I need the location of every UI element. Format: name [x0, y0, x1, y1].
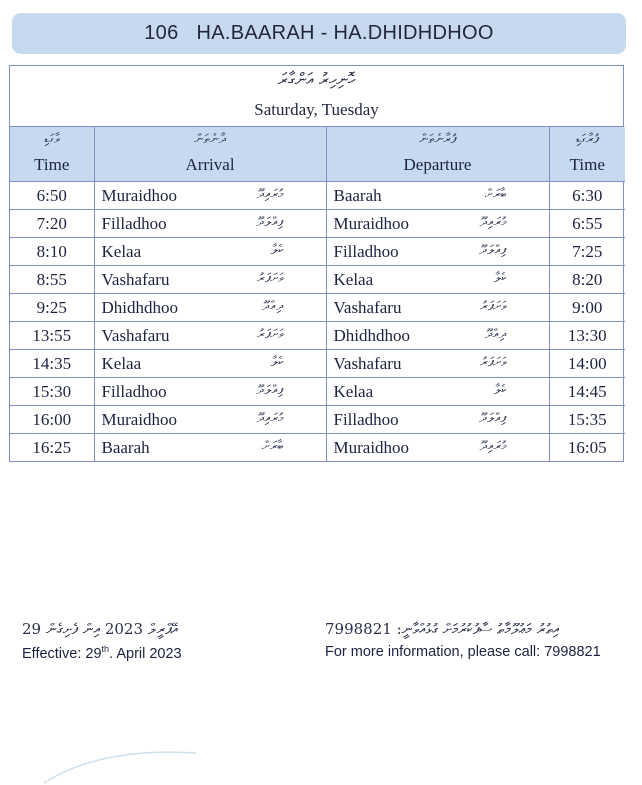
departure-name: Kelaa — [333, 382, 374, 401]
arrival-name: Baarah — [101, 438, 150, 457]
arrival-header — [94, 127, 326, 182]
departure-time-cell: 14:00 — [549, 350, 625, 378]
days-banner — [10, 66, 623, 127]
departure-name-dhivehi: މުރައިދޫ — [479, 215, 507, 230]
arrival-cell — [94, 294, 326, 322]
departure-name: Muraidhoo — [333, 438, 410, 457]
route-name: HA.BAARAH - HA.DHIDHDHOO — [196, 22, 494, 44]
departure-cell — [326, 294, 549, 322]
departure-name: Kelaa — [333, 270, 374, 289]
column-header-row — [10, 127, 625, 182]
departure-cell — [326, 238, 549, 266]
route-header — [12, 13, 626, 54]
arrival-time-cell: 9:25 — [10, 294, 94, 322]
departure-cell — [326, 182, 549, 210]
departure-time-header — [549, 127, 625, 182]
days-dhivehi: ހޮނިހިރު އަންގާރަ — [277, 70, 356, 90]
table-row — [10, 322, 625, 350]
departure-name: Filladhoo — [333, 242, 399, 261]
arrival-name-dhivehi: ބާރަށް — [261, 439, 284, 454]
days-english: Saturday, Tuesday — [254, 100, 379, 119]
departure-name-dhivehi: ފިއްލަދޫ — [479, 243, 507, 258]
arrival-time-cell: 8:10 — [10, 238, 94, 266]
departure-time-cell: 9:00 — [549, 294, 625, 322]
departure-time-cell: 13:30 — [549, 322, 625, 350]
effective-month-year: April 2023 — [116, 645, 182, 662]
arrival-name: Vashafaru — [101, 326, 170, 345]
decorative-swoosh — [40, 745, 200, 785]
departure-cell — [326, 434, 549, 462]
arrival-name-dhivehi: ކެލާ — [270, 355, 284, 370]
arrival-time-cell: 7:20 — [10, 210, 94, 238]
departure-cell — [326, 266, 549, 294]
arrival-name-dhivehi: ފިއްލަދޫ — [256, 215, 284, 230]
table-row — [10, 406, 625, 434]
table-row — [10, 294, 625, 322]
arrival-cell — [94, 182, 326, 210]
table-row — [10, 182, 625, 210]
arrival-name: Filladhoo — [101, 214, 167, 233]
departure-name-dhivehi: ވަށަފަރު — [480, 355, 507, 370]
arrival-name-dhivehi: ފިއްލަދޫ — [256, 383, 284, 398]
arrival-cell — [94, 238, 326, 266]
contact-block — [325, 620, 630, 660]
arrival-time-header — [10, 127, 94, 182]
route-number: 106 — [144, 22, 179, 44]
contact-english: For more information, please call: 7998821 — [325, 644, 601, 660]
departure-name-dhivehi: ބާރަށް — [484, 187, 507, 202]
arrival-time-cell: 15:30 — [10, 378, 94, 406]
arrival-name-dhivehi: މުރައިދޫ — [256, 187, 284, 202]
effective-date-dhivehi: 29 އޭޕްރީލް 2023 އިން ފެށިގެން — [22, 620, 179, 638]
departure-time-cell: 16:05 — [549, 434, 625, 462]
schedule-table — [9, 65, 624, 462]
departure-time-header-dhivehi: ފުރާގަޑި — [575, 132, 599, 147]
arrival-name: Muraidhoo — [101, 186, 178, 205]
departure-name-dhivehi: ވަށަފަރު — [480, 299, 507, 314]
arrival-header-english: Arrival — [185, 155, 235, 174]
departure-time-cell: 6:30 — [549, 182, 625, 210]
contact-dhivehi: އިތުރު މަޢުލޫމާތު ސާފުކުރުމަށް ގުޅުއްވާނީ: 7998821 — [325, 620, 560, 638]
arrival-time-cell: 16:00 — [10, 406, 94, 434]
arrival-cell — [94, 378, 326, 406]
departure-cell — [326, 210, 549, 238]
table-row — [10, 238, 625, 266]
departure-cell — [326, 378, 549, 406]
departure-cell — [326, 406, 549, 434]
arrival-time-cell: 16:25 — [10, 434, 94, 462]
departure-cell — [326, 350, 549, 378]
departure-name: Dhidhdhoo — [333, 326, 410, 345]
table-row — [10, 378, 625, 406]
effective-suffix: th — [101, 644, 110, 654]
arrival-cell — [94, 406, 326, 434]
arrival-name: Dhidhdhoo — [101, 298, 178, 317]
arrival-cell — [94, 266, 326, 294]
table-row — [10, 434, 625, 462]
departure-header-english: Departure — [403, 155, 472, 174]
arrival-name-dhivehi: ވަށަފަރު — [257, 271, 284, 286]
arrival-time-cell: 13:55 — [10, 322, 94, 350]
departure-name-dhivehi: ދިއްދޫ — [484, 327, 507, 342]
arrival-cell — [94, 322, 326, 350]
table-row — [10, 210, 625, 238]
departure-name: Filladhoo — [333, 410, 399, 429]
arrival-cell — [94, 210, 326, 238]
departure-time-cell: 14:45 — [549, 378, 625, 406]
arrival-time-header-dhivehi: ވާގަޑި — [43, 132, 60, 147]
departure-name: Baarah — [333, 186, 382, 205]
arrival-cell — [94, 350, 326, 378]
arrival-name: Kelaa — [101, 354, 142, 373]
arrival-time-cell: 14:35 — [10, 350, 94, 378]
effective-day: 29 — [85, 645, 102, 662]
arrival-header-dhivehi: ދާނެތަން — [194, 132, 226, 147]
departure-name: Vashafaru — [333, 298, 402, 317]
timetable — [10, 127, 625, 461]
arrival-name-dhivehi: ކެލާ — [270, 243, 284, 258]
arrival-name-dhivehi: މުރައިދޫ — [256, 411, 284, 426]
departure-name-dhivehi: މުރައިދޫ — [479, 439, 507, 454]
departure-name-dhivehi: ކެލާ — [493, 271, 507, 286]
arrival-name: Filladhoo — [101, 382, 167, 401]
departure-time-cell: 15:35 — [549, 406, 625, 434]
arrival-cell — [94, 434, 326, 462]
departure-time-cell: 7:25 — [549, 238, 625, 266]
departure-header — [326, 127, 549, 182]
arrival-name: Muraidhoo — [101, 410, 178, 429]
effective-label: Effective: — [22, 645, 82, 662]
arrival-time-cell: 6:50 — [10, 182, 94, 210]
departure-cell — [326, 322, 549, 350]
arrival-time-header-english: Time — [34, 155, 70, 174]
departure-header-dhivehi: ފުރާނެތަން — [418, 132, 457, 147]
departure-time-cell: 8:20 — [549, 266, 625, 294]
arrival-time-cell: 8:55 — [10, 266, 94, 294]
table-row — [10, 350, 625, 378]
departure-name: Vashafaru — [333, 354, 402, 373]
arrival-name-dhivehi: ދިއްދޫ — [261, 299, 284, 314]
arrival-name-dhivehi: ވަށަފަރު — [257, 327, 284, 342]
arrival-name: Vashafaru — [101, 270, 170, 289]
departure-time-header-english: Time — [569, 155, 605, 174]
table-row — [10, 266, 625, 294]
arrival-name: Kelaa — [101, 242, 142, 261]
departure-name-dhivehi: ކެލާ — [493, 383, 507, 398]
departure-name-dhivehi: ފިއްލަދޫ — [479, 411, 507, 426]
departure-name: Muraidhoo — [333, 214, 410, 233]
effective-date-block — [22, 620, 252, 662]
departure-time-cell: 6:55 — [549, 210, 625, 238]
effective-date-english: Effective: 29th. April 2023 — [22, 644, 182, 662]
